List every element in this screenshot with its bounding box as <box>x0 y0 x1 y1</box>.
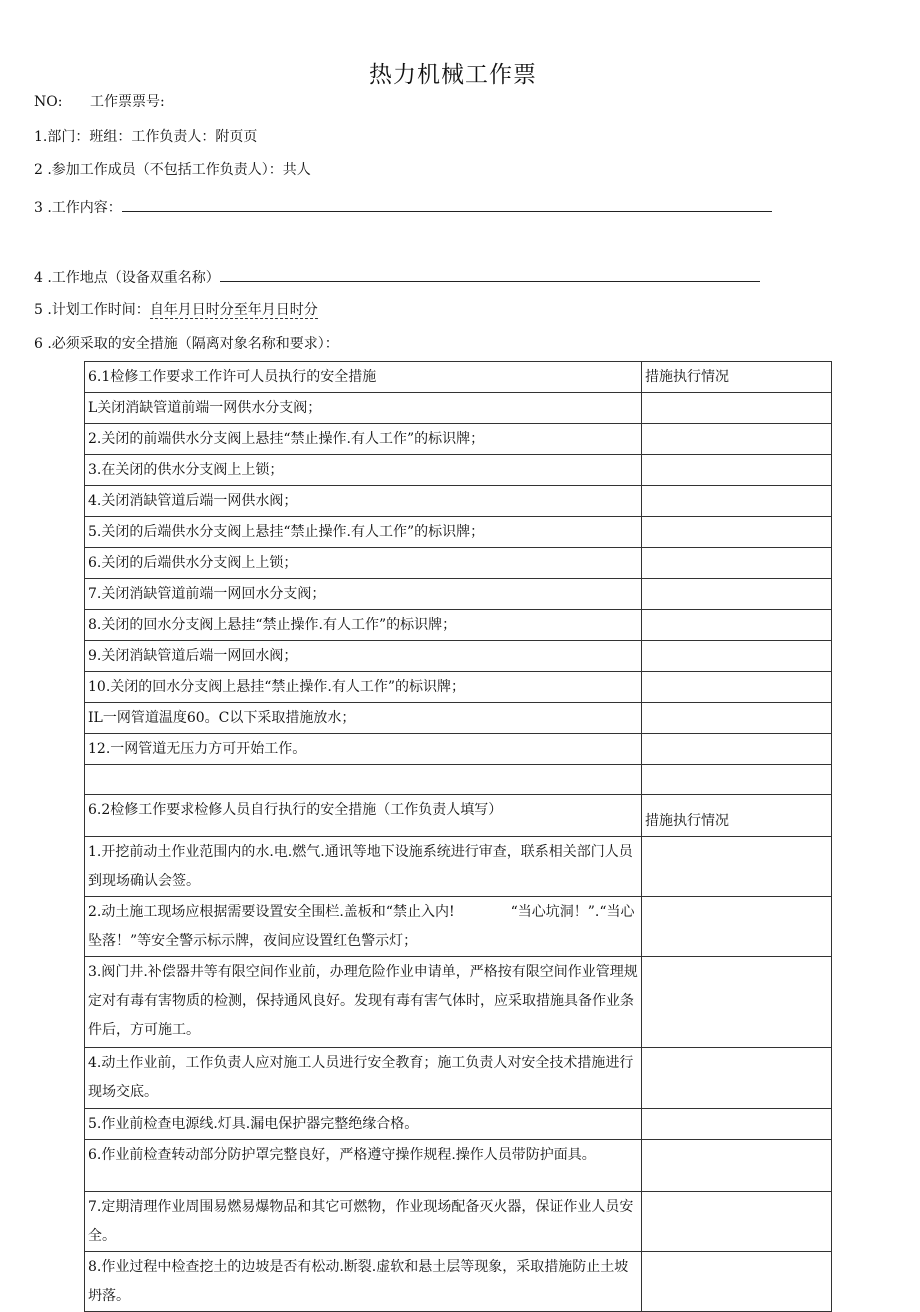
status-cell[interactable] <box>642 1192 832 1252</box>
work-content-label: 3 .工作内容： <box>34 200 122 216</box>
measure-cell <box>85 765 642 795</box>
measure-cell: 2.关闭的前端供水分支阀上悬挂“禁止操作.有人工作”的标识牌； <box>85 424 642 455</box>
table-row <box>85 765 832 795</box>
no-label: NO: <box>34 94 63 110</box>
measure-cell: L关闭消缺管道前端一网供水分支阀； <box>85 393 642 424</box>
table-row <box>85 1140 832 1192</box>
status-cell[interactable] <box>642 486 832 517</box>
status-cell[interactable] <box>642 455 832 486</box>
ticket-number-line <box>34 92 165 112</box>
section2-header-row <box>85 795 832 837</box>
status-cell[interactable] <box>642 1048 832 1109</box>
measure-cell: 10.关闭的回水分支阀上悬挂“禁止操作.有人工作”的标识牌； <box>85 672 642 703</box>
table-row <box>85 897 832 957</box>
table-row <box>85 1192 832 1252</box>
safety-measures-line: 6 .必须采取的安全措施（隔离对象名称和要求）： <box>34 336 339 352</box>
status-cell[interactable] <box>642 837 832 897</box>
safety-measures-table <box>84 361 832 1312</box>
section-header-cell: 6.2检修工作要求检修人员自行执行的安全措施（工作负责人填写） <box>85 795 642 837</box>
measure-cell: 6.作业前检查转动部分防护罩完整良好，严格遵守操作规程.操作人员带防护面具。 <box>85 1140 642 1192</box>
work-location-label: 4 .工作地点（设备双重名称） <box>34 270 220 286</box>
measure-cell: 8.关闭的回水分支阀上悬挂“禁止操作.有人工作”的标识牌； <box>85 610 642 641</box>
measure-cell: 12.一网管道无压力方可开始工作。 <box>85 734 642 765</box>
status-cell[interactable] <box>642 548 832 579</box>
measure-cell: 4.关闭消缺管道后端一网供水阀； <box>85 486 642 517</box>
status-cell[interactable] <box>642 424 832 455</box>
measure-cell: 8.作业过程中检查挖土的边坡是否有松动.断裂.虚软和悬土层等现象，采取措施防止土坡坍落。 <box>85 1252 642 1312</box>
planned-time-label: 5 .计划工作时间： <box>34 302 150 318</box>
department-line: 1.部门：班组：工作负责人：附页页 <box>34 129 258 145</box>
document-title: 热力机械工作票 <box>369 62 537 88</box>
table-row <box>85 1252 832 1312</box>
table-row <box>85 672 832 703</box>
members-line: 2 .参加工作成员（不包括工作负责人）：共人 <box>34 162 311 178</box>
status-cell[interactable] <box>642 393 832 424</box>
measure-cell: IL一网管道温度60。C以下采取措施放水； <box>85 703 642 734</box>
work-content-field[interactable] <box>122 196 772 212</box>
work-content-line <box>34 196 772 218</box>
table-row <box>85 957 832 1048</box>
status-cell[interactable] <box>642 1252 832 1312</box>
status-cell[interactable] <box>642 703 832 734</box>
measure-cell: 5.关闭的后端供水分支阀上悬挂“禁止操作.有人工作”的标识牌； <box>85 517 642 548</box>
measure-cell: 3.在关闭的供水分支阀上上锁； <box>85 455 642 486</box>
measure-cell: 6.关闭的后端供水分支阀上上锁； <box>85 548 642 579</box>
status-cell[interactable] <box>642 957 832 1048</box>
status-cell[interactable] <box>642 734 832 765</box>
measure-cell: 5.作业前检查电源线.灯具.漏电保护器完整绝缘合格。 <box>85 1109 642 1140</box>
measure-cell: 7.关闭消缺管道前端一网回水分支阀； <box>85 579 642 610</box>
table-row <box>85 486 832 517</box>
measure-cell: 1.开挖前动土作业范围内的水.电.燃气.通讯等地下设施系统进行审查，联系相关部门人员到现场确认会签。 <box>85 837 642 897</box>
table-row <box>85 424 832 455</box>
status-cell[interactable] <box>642 765 832 795</box>
status-cell[interactable] <box>642 1140 832 1192</box>
table-row <box>85 1048 832 1109</box>
planned-time-value: 自年月日时分至年月日时分 <box>149 302 318 318</box>
table-row <box>85 1109 832 1140</box>
section-header-cell: 6.1检修工作要求工作许可人员执行的安全措施 <box>85 362 642 393</box>
work-location-field[interactable] <box>220 266 760 282</box>
ticket-no-label: 工作票票号: <box>90 94 165 110</box>
table-row <box>85 610 832 641</box>
status-cell[interactable] <box>642 610 832 641</box>
table-row <box>85 548 832 579</box>
status-header-cell: 措施执行情况 <box>642 362 832 393</box>
status-cell[interactable] <box>642 1109 832 1140</box>
table-row <box>85 837 832 897</box>
status-cell[interactable] <box>642 672 832 703</box>
table-row <box>85 703 832 734</box>
status-cell[interactable] <box>642 579 832 610</box>
status-cell[interactable] <box>642 897 832 957</box>
measure-cell: 3.阀门井.补偿器井等有限空间作业前，办理危险作业申请单，严格按有限空间作业管理规定对有毒有害物质的检测，保持通风良好。发现有毒有害气体时，应采取措施具备作业条件后，方可施工。 <box>85 957 642 1048</box>
table-row <box>85 641 832 672</box>
planned-time-line <box>34 300 318 320</box>
section1-header-row <box>85 362 832 393</box>
measure-cell: 9.关闭消缺管道后端一网回水阀； <box>85 641 642 672</box>
measure-cell: 4.动土作业前，工作负责人应对施工人员进行安全教育；施工负责人对安全技术措施进行现场交底。 <box>85 1048 642 1109</box>
table-row <box>85 579 832 610</box>
status-header-cell: 措施执行情况 <box>642 795 832 837</box>
measure-cell: 7.定期清理作业周围易燃易爆物品和其它可燃物，作业现场配备灭火器，保证作业人员安全。 <box>85 1192 642 1252</box>
status-cell[interactable] <box>642 641 832 672</box>
work-location-line <box>34 266 760 288</box>
measure-cell: 2.动土施工现场应根据需要设置安全围栏.盖板和“禁止入内! “当心坑洞！”.“当心坠落！”等安全警示标示牌，夜间应设置红色警示灯； <box>85 897 642 957</box>
status-cell[interactable] <box>642 517 832 548</box>
table-row <box>85 734 832 765</box>
table-row <box>85 455 832 486</box>
table-row <box>85 393 832 424</box>
table-row <box>85 517 832 548</box>
